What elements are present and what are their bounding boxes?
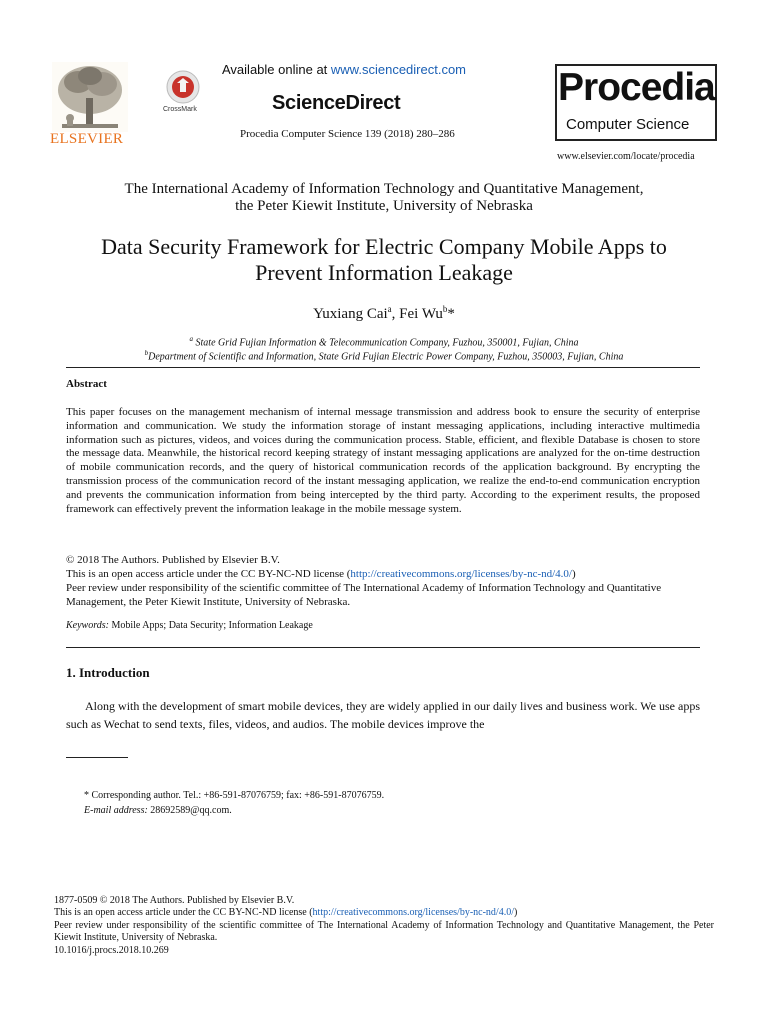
journal-citation: Procedia Computer Science 139 (2018) 280–286 [240,128,455,140]
bottom-publication-info [54,895,714,957]
license-block [66,553,700,609]
corresponding-mark: * [447,306,455,322]
procedia-title: Procedia [558,66,715,109]
procedia-subtitle: Computer Science [566,116,690,133]
paper-title-line-2: Prevent Information Leakage [255,260,513,285]
author-1: Yuxiang Cai [313,306,388,322]
conference-line-2: the Peter Kiewit Institute, University of Nebraska [235,198,533,214]
introduction-body: Along with the development of smart mobile devices, they are widely applied in our daily lives and business work. We use apps such as Wechat to send texts, files, videos, and audios. The mobile devices improve the [66,699,700,731]
email-note [84,805,232,816]
divider-top [66,367,700,368]
sciencedirect-wordmark: ScienceDirect [272,92,401,114]
corresponding-author-note: * Corresponding author. Tel.: +86-591-87076759; fax: +86-591-87076759. [84,790,385,801]
sciencedirect-link[interactable]: www.sciencedirect.com [330,62,467,77]
abstract-heading: Abstract [66,378,107,390]
affiliation-a-text: State Grid Fujian Information & Telecommunication Company, Fuzhou, 350001, Fujian, China [193,337,579,349]
footnote-rule [66,757,128,758]
affiliation-a [0,335,768,348]
author-list [0,304,768,323]
abstract-body: This paper focuses on the management mechanism of internal message transmission and address book to ensure the security of enterprise information and communication. We study the information storage of instant messaging applications, including interactive multimedia information such as pictures, videos, and voices during the communication process. Stable, efficient, and flexible Database is chosen to store the message data. Meanwhile, the historical record keeping strategy of instant messaging applications are analyzed for the on-time destruction of mobile communication records, and the query of historical communication records of the application background. By encrypting the transmission process of the communication record of the instant messaging application, we realize the end-to-end communication encryption and prevents the communication information from being intercepted by the third party. According to the experiment results, the proposed framework can effectively prevent the information leakage in the mobile message system. [66,406,700,515]
open-access-line [66,567,700,581]
affiliation-b [0,349,768,362]
bottom-oa-prefix: This is an open access article under the CC BY-NC-ND license ( [54,907,313,919]
author-2-sup: b [442,304,448,314]
conference-line-1: The International Academy of Information Technology and Quantitative Management, [124,181,644,197]
available-online-line [222,62,466,77]
available-prefix: Available online at [222,62,331,77]
bottom-peer-review: Peer review under responsibility of the scientific committee of The International Academy of Information Technology and Quantitative Management, the Peter Kiewit Institute, University of Nebraska. [54,919,714,944]
peer-review-line: Peer review under responsibility of the scientific committee of The International Academy of Information Technology and Quantitative Management, the Peter Kiewit Institute, University of Nebraska. [66,582,662,608]
author-separator: , [391,306,400,322]
oa-suffix: ) [572,568,576,580]
affiliation-a-sup: a [189,335,194,343]
copyright-line: © 2018 The Authors. Published by Elsevier B.V. [66,554,280,566]
keywords-label: Keywords: [66,620,109,631]
elsevier-wordmark: ELSEVIER [50,131,124,147]
divider-bottom [66,647,700,648]
issn-line: 1877-0509 © 2018 The Authors. Published by Elsevier B.V. [54,895,295,906]
author-2: Fei Wu [399,306,443,322]
bottom-oa-suffix: ) [513,907,518,919]
oa-prefix: This is an open access article under the CC BY-NC-ND license ( [66,568,351,580]
bottom-oa-line [54,907,714,919]
affiliation-b-sup: b [144,349,149,357]
crossmark-label: CrossMark [163,106,197,113]
cc-license-link[interactable]: http://creativecommons.org/licenses/by-nc-nd/4.0/ [350,568,572,580]
section-heading-introduction: 1. Introduction [66,665,150,680]
keywords-line [66,620,313,631]
crossmark-icon[interactable] [166,70,200,104]
bottom-cc-license-link[interactable]: http://creativecommons.org/licenses/by-nc-nd/4.0/ [312,907,514,919]
author-1-sup: a [387,304,392,314]
email-address[interactable]: 28692589@qq.com. [147,805,232,816]
doi-line[interactable]: 10.1016/j.procs.2018.10.269 [54,944,169,956]
email-label: E-mail address: [84,805,148,816]
affiliation-b-text: Department of Scientific and Information, State Grid Fujian Electric Power Company, Fuzhou, 350003, Fujian, China [148,351,624,363]
keywords-values: Mobile Apps; Data Security; Information Leakage [108,620,313,631]
paper-title-line-1: Data Security Framework for Electric Company Mobile Apps to [101,234,667,259]
procedia-url[interactable]: www.elsevier.com/locate/procedia [557,151,695,162]
